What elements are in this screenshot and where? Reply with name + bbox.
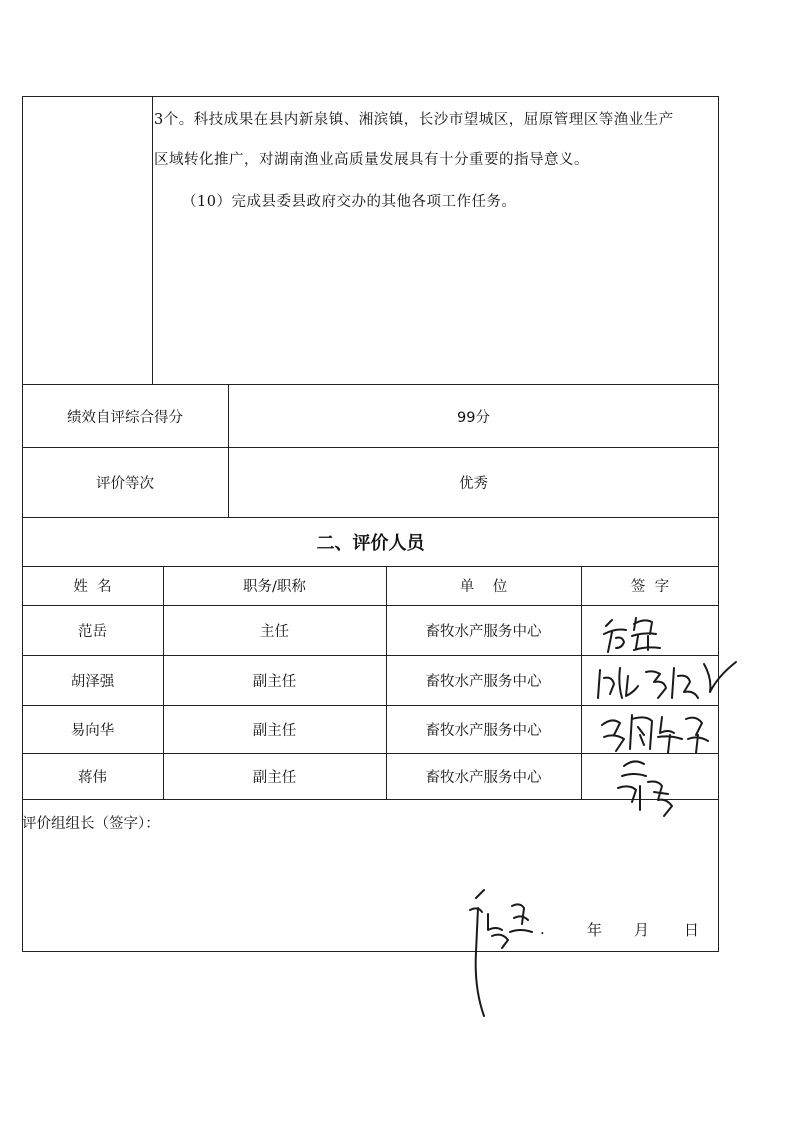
leader-signature-dot: .: [540, 920, 545, 938]
date-year: 年: [587, 921, 603, 939]
reviewer-position: 副主任: [252, 722, 297, 739]
reviewer-unit: 畜牧水产服务中心: [425, 770, 542, 786]
signature-fanyue: [598, 608, 678, 658]
signature-yixianghua: [596, 705, 716, 757]
row-divider: [22, 517, 719, 518]
header-position: 职务/职称: [243, 579, 306, 595]
reviewers-title: 二、评价人员: [316, 533, 425, 554]
leader-signature: [462, 888, 542, 1018]
score-label: 绩效自评综合得分: [67, 409, 183, 426]
header-signature: 签 字: [630, 579, 670, 595]
date-month: 月: [634, 921, 650, 939]
row-divider: [22, 384, 719, 385]
grade-value: 优秀: [459, 475, 488, 492]
content-divider: [152, 96, 153, 384]
date-day: 日: [684, 921, 700, 939]
signature-jiangwei: [610, 752, 690, 822]
reviewer-name: 易向华: [70, 722, 115, 739]
content-line-1: 3个。科技成果在县内新泉镇、湘滨镇，长沙市望城区，屈原管理区等渔业生产: [154, 112, 674, 128]
reviewer-position: 主任: [260, 623, 289, 640]
row-divider: [22, 447, 719, 448]
reviewer-position: 副主任: [252, 673, 297, 690]
header-name: 姓 名: [73, 579, 112, 595]
content-line-2: 区域转化推广，对湖南渔业高质量发展具有十分重要的指导意义。: [154, 152, 589, 168]
header-unit: 单 位: [459, 579, 508, 595]
leader-signature-label: 评价组组长（签字）：: [22, 816, 160, 832]
grade-label: 评价等次: [96, 475, 154, 492]
content-line-3: （10）完成县委县政府交办的其他各项工作任务。: [182, 194, 517, 210]
reviewer-unit: 畜牧水产服务中心: [425, 623, 542, 640]
reviewer-name: 范岳: [78, 623, 107, 640]
reviewer-name: 胡泽强: [70, 673, 115, 690]
reviewer-position: 副主任: [252, 770, 297, 786]
signature-huzeqiang: [594, 658, 744, 708]
reviewer-unit: 畜牧水产服务中心: [425, 722, 542, 739]
reviewer-unit: 畜牧水产服务中心: [425, 673, 542, 690]
reviewer-name: 蒋伟: [78, 770, 107, 786]
score-value: 99分: [457, 409, 490, 426]
